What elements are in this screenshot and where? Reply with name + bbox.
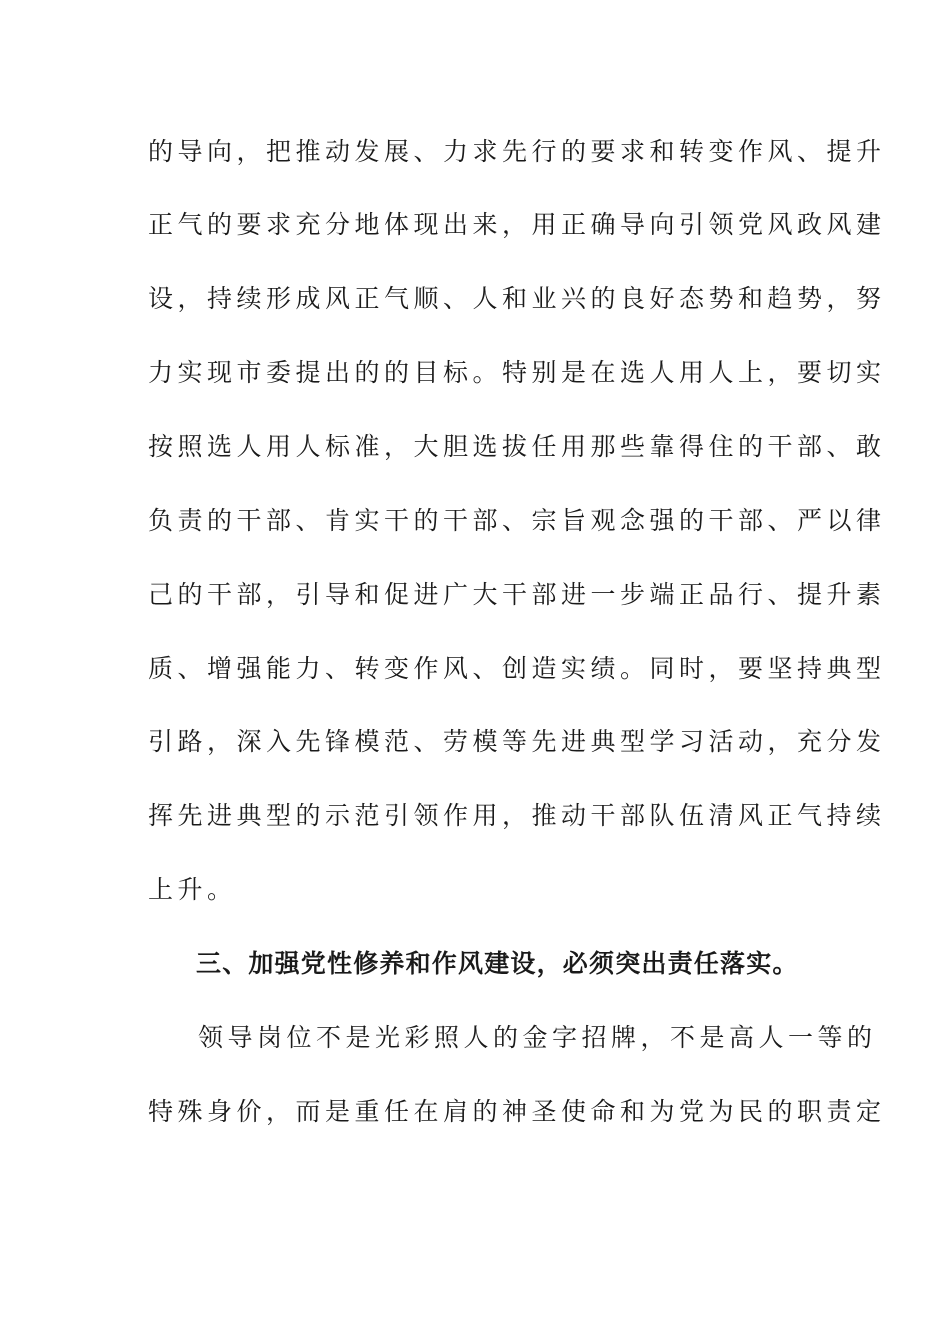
paragraph-line: 的导向，把推动发展、力求先行的要求和转变作风、提升 [148,137,886,166]
paragraph-line: 领导岗位不是光彩照人的金字招牌，不是高人一等的 [198,1023,877,1052]
paragraph-line: 按照选人用人标准，大胆选拔任用那些靠得住的干部、敢 [148,432,886,461]
paragraph-line: 正气的要求充分地体现出来，用正确导向引领党风政风建 [148,210,886,239]
paragraph-line: 质、增强能力、转变作风、创造实绩。同时，要坚持典型 [148,654,886,683]
paragraph-line: 挥先进典型的示范引领作用，推动干部队伍清风正气持续 [148,801,886,830]
paragraph-line: 引路，深入先锋模范、劳模等先进典型学习活动，充分发 [148,727,886,756]
paragraph-line: 上升。 [148,875,237,904]
paragraph-line: 负责的干部、肯实干的干部、宗旨观念强的干部、严以律 [148,506,886,535]
paragraph-line: 特殊身价，而是重任在肩的神圣使命和为党为民的职责定 [148,1097,886,1126]
paragraph-line: 力实现市委提出的的目标。特别是在选人用人上，要切实 [148,358,886,387]
section-heading: 三、加强党性修养和作风建设，必须突出责任落实。 [196,949,799,978]
paragraph-line: 己的干部，引导和促进广大干部进一步端正品行、提升素 [148,580,886,609]
paragraph-line: 设，持续形成风正气顺、人和业兴的良好态势和趋势，努 [148,284,886,313]
